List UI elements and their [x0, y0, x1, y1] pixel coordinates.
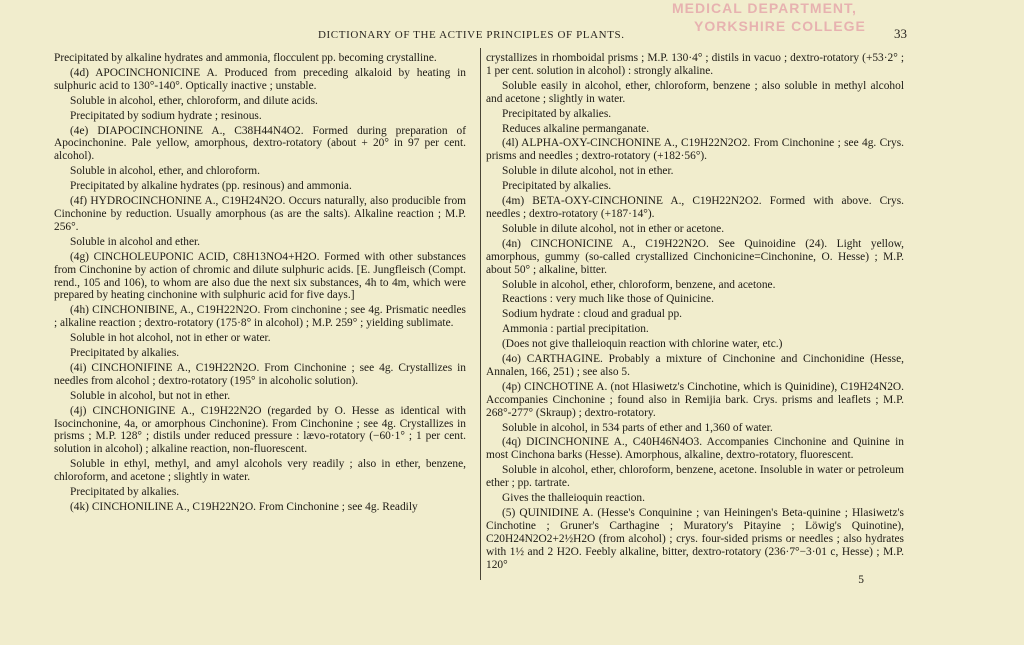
entry-cinchonifine: (4i) CINCHONIFINE A., C19H22N2O. From Cinchonine ; see 4g. Crystallizes in needles from alcohol ; dextro-rotatory (195° in alcoholic solution).	[54, 361, 466, 387]
paragraph: Gives the thalleioquin reaction.	[502, 492, 645, 505]
stamp-line-2: YORKSHIRE COLLEGE	[694, 18, 866, 34]
paragraph: Ammonia : partial precipitation.	[502, 323, 649, 336]
entry-quinidine: (5) QUINIDINE A. (Hesse's Conquinine ; van Heiningen's Beta-quinine ; Hlasiwetz's Cinchotine ; Gruner's Carthagine ; Muratory's Pitayine ; Löwig's Quinotine), C20H24N2O2+2½H2O (from alcohol) ; crys. four-sided prisms or needles ; also hydrates with 1½ and 2 H2O. Feebly alkaline, bitter, dextro-rotatory (236·7°−3·01 c, Hesse) ; M.P. 120°	[486, 507, 904, 571]
paragraph: Precipitated by alkalies.	[502, 107, 612, 120]
paragraph: Soluble in alcohol, ether, chloroform, and dilute acids.	[70, 94, 318, 107]
column-divider	[480, 48, 481, 580]
entry-alpha-oxy-cinchonine: (4l) ALPHA-OXY-CINCHONINE A., C19H22N2O2. From Cinchonine ; see 4g. Crys. prisms and needles ; dextro-rotatory (+182·56°).	[486, 137, 904, 163]
entry-cinchoniline: (4k) CINCHONILINE A., C19H22N2O. From Cinchonine ; see 4g. Readily	[70, 501, 418, 513]
left-column	[54, 52, 466, 516]
paragraph: Precipitated by alkalies.	[70, 347, 180, 360]
paragraph: Soluble in alcohol, ether, and chloroform.	[70, 165, 260, 178]
entry-cinchotine: (4p) CINCHOTINE A. (not Hlasiwetz's Cinchotine, which is Quinidine), C19H24N2O. Accompanies Cinchonine ; found also in Remijia bark. Crys. prisms and leaflets ; M.P. 268°-277° (Skraup) ; dextro-rotatory.	[486, 380, 904, 419]
entry-cinchonigine: (4j) CINCHONIGINE A., C19H22N2O (regarded by O. Hesse as identical with Isocinchonine, 4a, or amorphous Cinchonine). From Cinchonine ; see 4g. Crystallizes in prisms ; M.P. 128° ; distils under reduced pressure : lævo-rotatory (−60·1° ; 1 per cent. solution in alcohol) ; alkaline reaction, non-fluorescent.	[54, 404, 466, 456]
signature-mark: 5	[858, 573, 864, 586]
paragraph: Sodium hydrate : cloud and gradual pp.	[502, 308, 682, 321]
paragraph: Soluble in hot alcohol, not in ether or water.	[70, 332, 271, 345]
entry-cinchonicine: (4n) CINCHONICINE A., C19H22N2O. See Quinoidine (24). Light yellow, amorphous, gummy (so-called crystallized Cinchonicine=Cinchonine, O. Hesse) ; M.P. about 50° ; alkaline, bitter.	[486, 237, 904, 276]
paragraph: Reactions : very much like those of Quinicine.	[502, 293, 714, 306]
entry-cincholeuponic-acid: (4g) CINCHOLEUPONIC ACID, C8H13NO4+H2O. Formed with other substances from Cinchonine by action of chromic and dilute sulphuric acids. [E. Jungfleisch (Compt. rend., 105 and 106), to whom are also due the next six substances, 4h to 4m, which were prepared by heating cinchonine with sulphuric acid for five days.]	[54, 250, 466, 302]
paragraph: crystallizes in rhomboidal prisms ; M.P. 130·4° ; distils in vacuo ; dextro-rotatory (+53·2° ; 1 per cent. solution in alcohol) : strongly alkaline.	[486, 52, 904, 77]
paragraph: Soluble in dilute alcohol, not in ether or acetone.	[502, 222, 725, 235]
entry-dicinchonine: (4q) DICINCHONINE A., C40H46N4O3. Accompanies Cinchonine and Quinine in most Cinchona barks (Hesse). Amorphous, alkaline, dextro-rotatory, fluorescent.	[486, 436, 904, 462]
paragraph: Precipitated by sodium hydrate ; resinous.	[70, 109, 262, 122]
paragraph: (Does not give thalleioquin reaction with chlorine water, etc.)	[502, 338, 783, 351]
entry-beta-oxy-cinchonine: (4m) BETA-OXY-CINCHONINE A., C19H22N2O2. Formed with above. Crys. needles ; dextro-rotatory (+187·14°).	[486, 195, 904, 220]
running-title: DICTIONARY OF THE ACTIVE PRINCIPLES OF PLANTS.	[318, 29, 625, 41]
stamp-line-1: MEDICAL DEPARTMENT,	[672, 0, 857, 16]
paragraph: Soluble easily in alcohol, ether, chloroform, benzene ; also soluble in methyl alcohol and acetone ; slightly in water.	[486, 79, 904, 105]
paragraph: Precipitated by alkaline hydrates and ammonia, flocculent pp. becoming crystalline.	[54, 52, 437, 64]
paragraph: Soluble in alcohol, but not in ether.	[70, 389, 231, 402]
entry-diapocinchonine: (4e) DIAPOCINCHONINE A., C38H44N4O2. Formed during preparation of Apocinchonine. Pale yellow, amorphous, dextro-rotatory (about + 20° in 97 per cent. alcohol).	[54, 124, 466, 163]
paragraph: Soluble in alcohol and ether.	[70, 235, 201, 248]
paragraph: Precipitated by alkalies.	[70, 486, 180, 499]
paragraph: Soluble in alcohol, ether, chloroform, benzene, acetone. Insoluble in water or petroleum ether ; pp. tartrate.	[486, 464, 904, 490]
paragraph: Precipitated by alkalies.	[502, 180, 612, 193]
library-stamp	[652, 0, 892, 40]
entry-hydrocinchonine: (4f) HYDROCINCHONINE A., C19H24N2O. Occurs naturally, also producible from Cinchonine by reduction. Usually amorphous (as are the salts). Alkaline reaction ; M.P. 256°.	[54, 195, 466, 233]
paragraph: Soluble in ethyl, methyl, and amyl alcohols very readily ; also in ether, benzene, chloroform, and acetone ; slightly in water.	[54, 458, 466, 484]
paragraph: Soluble in alcohol, in 534 parts of ether and 1,360 of water.	[502, 421, 773, 434]
page-number: 33	[894, 26, 907, 41]
right-column	[486, 52, 904, 588]
entry-carthagine: (4o) CARTHAGINE. Probably a mixture of Cinchonine and Cinchonidine (Hesse, Annalen, 166, 251) ; see also 5.	[486, 353, 904, 378]
paragraph: Precipitated by alkaline hydrates (pp. resinous) and ammonia.	[70, 180, 352, 193]
entry-cinchonibine: (4h) CINCHONIBINE, A., C19H22N2O. From cinchonine ; see 4g. Prismatic needles ; alkaline reaction ; dextro-rotatory (175·8° in alcohol) ; M.P. 259° ; yielding sublimate.	[54, 304, 466, 330]
paragraph: Reduces alkaline permanganate.	[502, 122, 650, 135]
paragraph: Soluble in alcohol, ether, chloroform, benzene, and acetone.	[502, 278, 776, 291]
paragraph: Soluble in dilute alcohol, not in ether.	[502, 165, 674, 178]
entry-apocinchonicine: (4d) APOCINCHONICINE A. Produced from preceding alkaloid by heating in sulphuric acid to 130°-140°. Optically inactive ; unstable.	[54, 66, 466, 92]
